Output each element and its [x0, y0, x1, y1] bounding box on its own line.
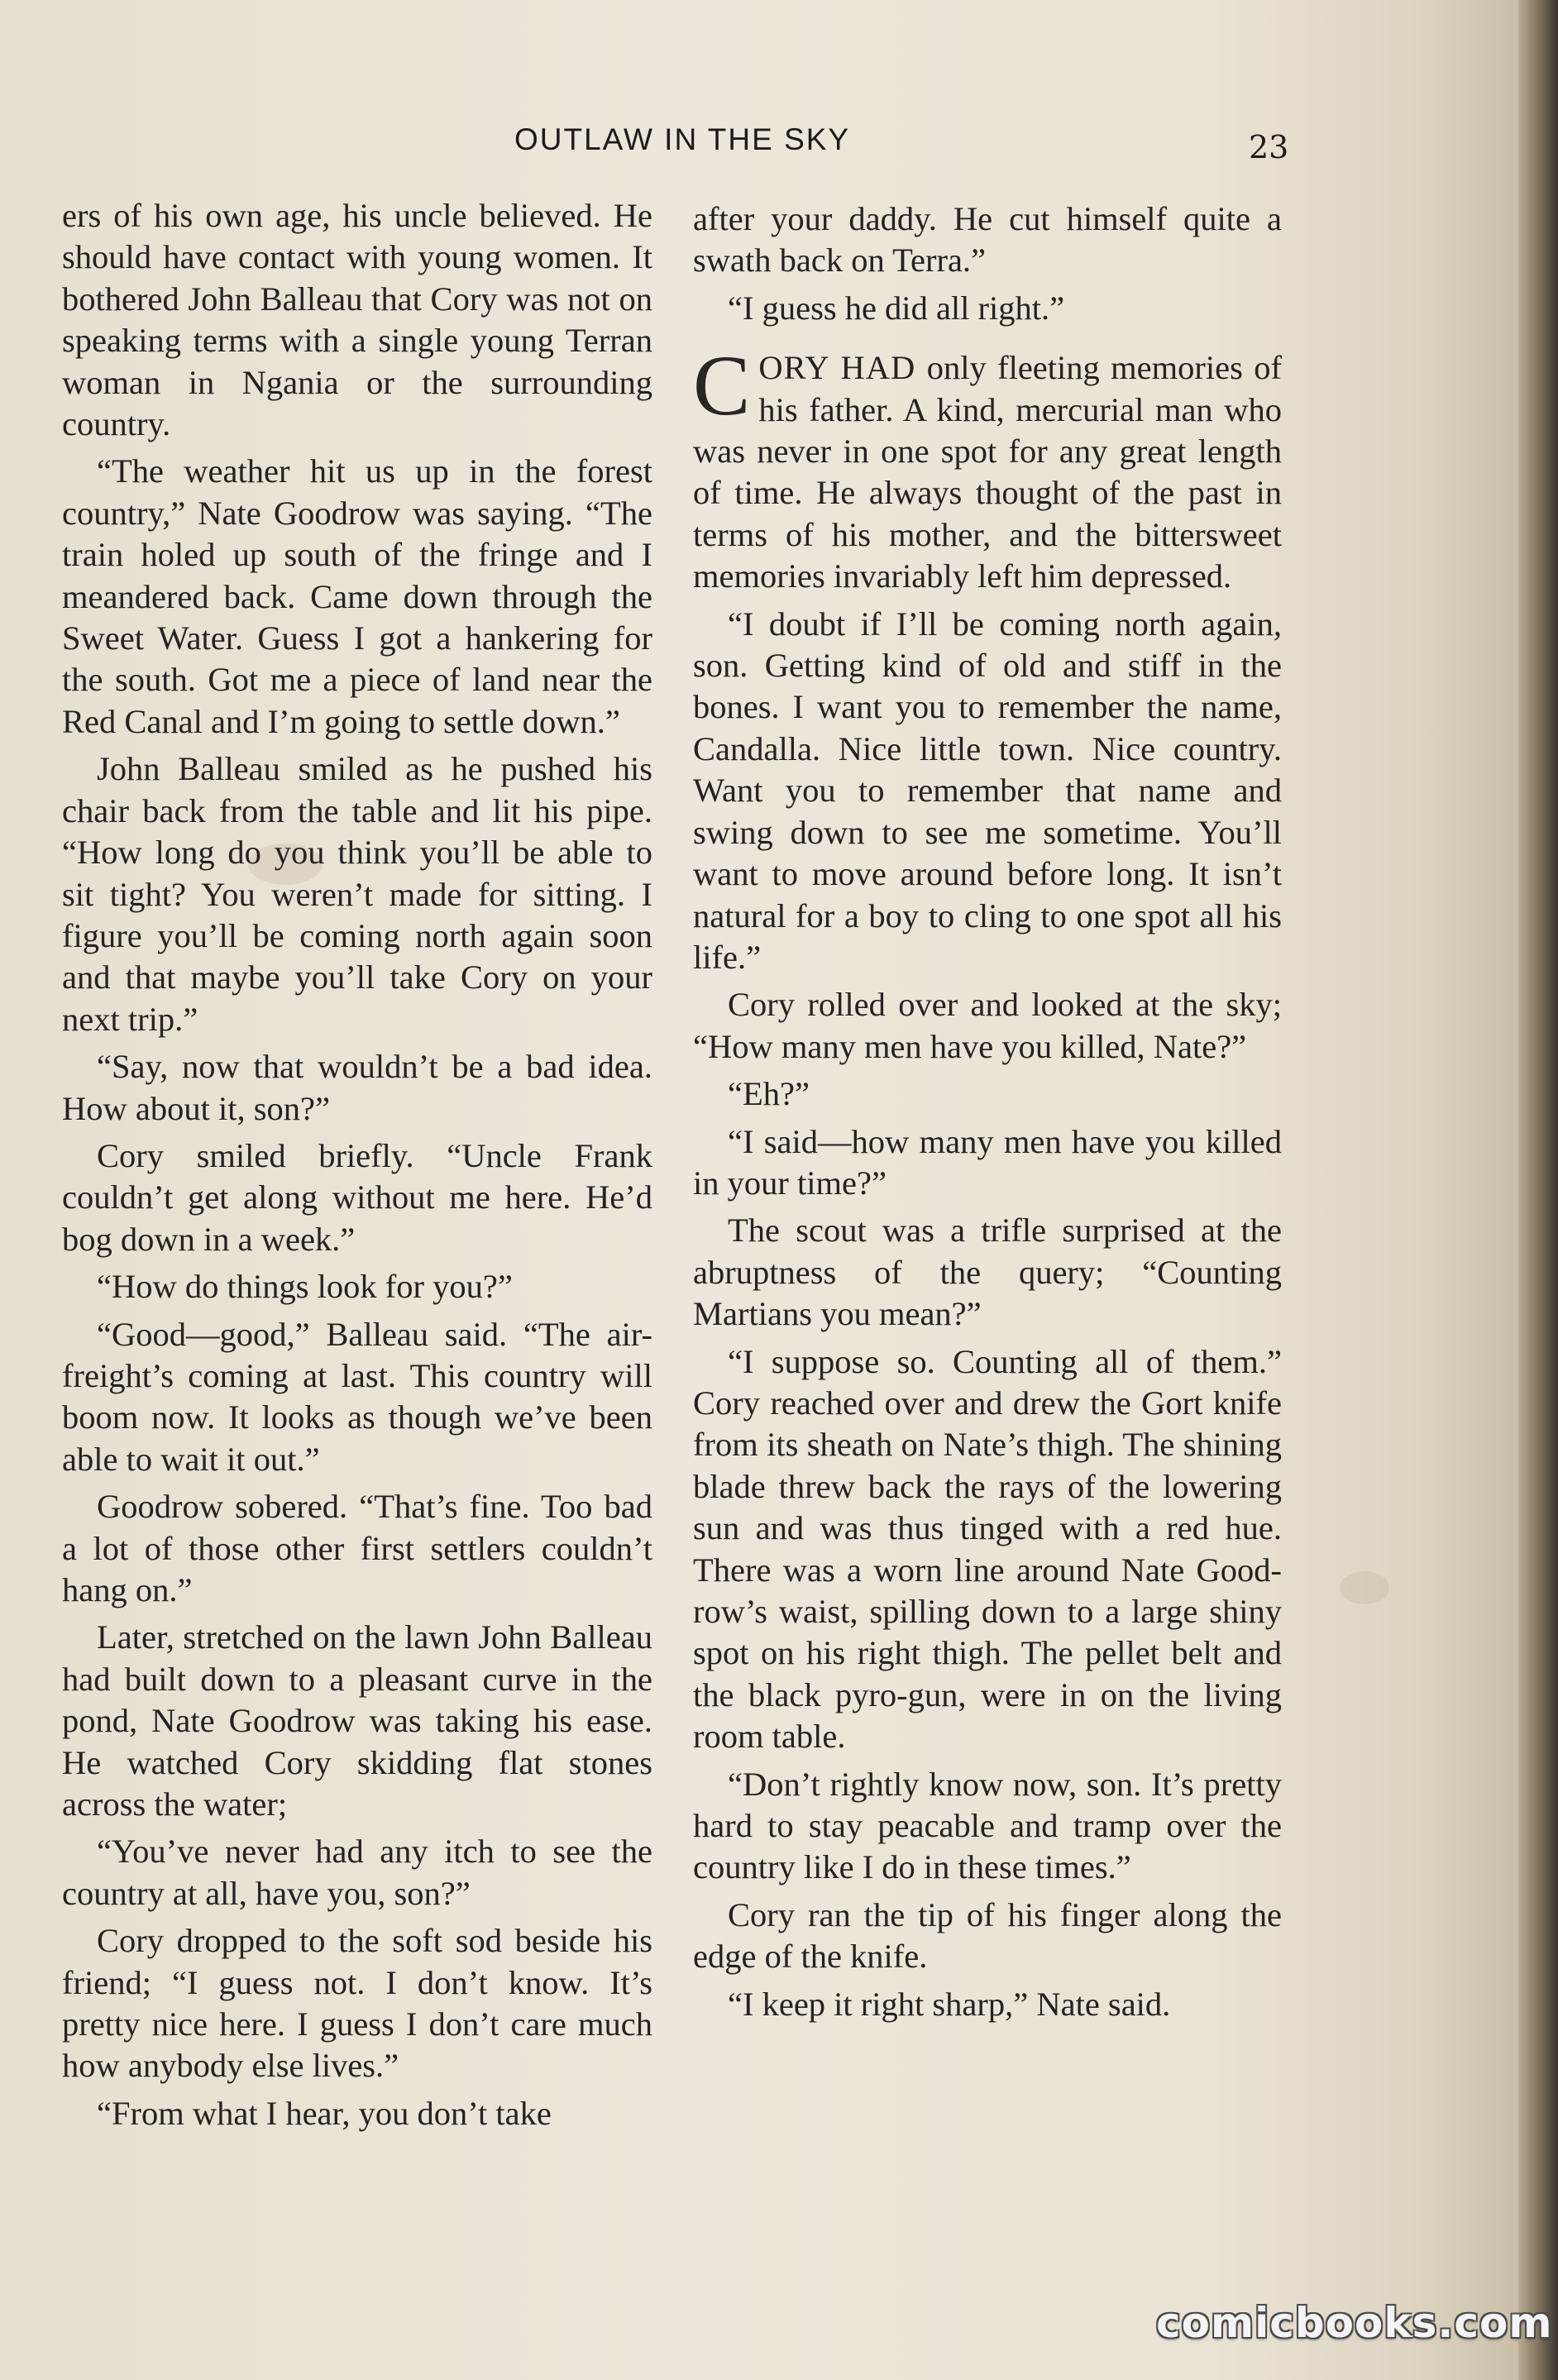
paragraph: ers of his own age, his uncle believed. He should have contact with young women. It bothered John Balleau that Cory was not on speaking terms with a single young Terran woman in Ngania or the surrounding country. [62, 197, 652, 443]
drop-cap: C [693, 338, 751, 434]
paragraph: “I guess he did all right.” [728, 289, 1065, 327]
running-header [0, 116, 1518, 165]
running-title: OUTLAW IN THE SKY [514, 122, 851, 156]
page-edge-shadow [1518, 0, 1558, 2380]
paragraph: Cory dropped to the soft sod beside his friend; “I guess not. I don’t know. It’s pretty nice here. I guess I don’t care much how anybody else lives.” [62, 1922, 652, 2085]
paragraph: Cory smiled briefly. “Uncle Frank couldn’t get along without me here. He’d bog down in a week.” [62, 1136, 652, 1258]
paragraph: “I suppose so. Counting all of them.” Cory reached over and drew the Gort knife from its sheath on Nate’s thigh. The shining blade threw back the rays of the lowering sun and was thus tinged with a red hue. There was a worn line around Nate Goodrow’s waist, spilling down to a large shiny spot on his right thigh. The pellet belt and the black pyro-gun, were in on the living room table. [693, 1342, 1282, 1756]
paragraph: “From what I hear, you don’t take [97, 2094, 552, 2132]
paragraph: Later, stretched on the lawn John Balleau had built down to a pleasant curve in the pond, Nate Goodrow was taking his ease. He watched Cory skidding flat stones across the water; [62, 1618, 652, 1823]
paragraph: “Eh?” [728, 1075, 810, 1113]
watermark: comicbooks.com [1156, 2299, 1553, 2347]
paragraph: “The weather hit us up in the forest country,” Nate Goodrow was saying. “The train holed up south of the fringe and I meandered back. Came down through the Sweet Water. Guess I got a hankering for the south. Got me a piece of land near the Red Canal and I’m going to settle down.” [62, 452, 652, 740]
paper-stain [1340, 1571, 1389, 1604]
paragraph: “How do things look for you?” [97, 1268, 513, 1306]
paragraph-text: only fleeting memories of his father. A kind, mercurial man who was never in one spot for any great length of time. He always thought of the past in terms of his mother, and the bittersweet memories invariably left him depressed. [693, 349, 1283, 595]
paragraph: “Say, now that wouldn’t be a bad idea. How about it, son?” [62, 1048, 652, 1127]
paragraph: “Good—good,” Balleau said. “The air-freight’s coming at last. This country will boom now. It looks as though we’ve been able to wait it out.” [62, 1315, 652, 1478]
paragraph: The scout was a trifle surprised at the abruptness of the query; “Counting Martians you mean?” [693, 1212, 1282, 1333]
left-column [62, 195, 652, 2140]
paragraph: “I doubt if I’ll be coming north again, son. Getting kind of old and stiff in the bones. I want you to remember the name, Candalla. Nice little town. Nice country. Want you to remember that name and swing down to see me sometime. You’ll want to move around before long. It isn’t natural for a boy to cling to one spot all his life.” [693, 605, 1282, 976]
paragraph: Cory rolled over and looked at the sky; “How many men have you killed, Nate?” [693, 986, 1282, 1065]
paragraph: Goodrow sobered. “That’s fine. Too bad a lot of those other first settlers couldn’t hang on.” [62, 1488, 652, 1608]
paragraph: “I keep it right sharp,” Nate said. [728, 1985, 1171, 2023]
section-opening-paragraph [693, 338, 1283, 597]
paragraph: after your daddy. He cut himself quite a swath back on Terra.” [693, 200, 1282, 280]
page-number: 23 [1249, 129, 1289, 165]
small-caps-lead: ORY HAD [758, 349, 916, 387]
paragraph: “You’ve never had any itch to see the country at all, have you, son?” [62, 1833, 652, 1912]
paragraph: Cory ran the tip of his finger along the edge of the knife. [693, 1895, 1282, 1976]
paragraph: “Don’t rightly know now, son. It’s pretty hard to stay peacable and tramp over the country like I do in these times.” [693, 1765, 1282, 1886]
paragraph: “I said—how many men have you killed in your time?” [693, 1122, 1282, 1202]
paragraph: John Balleau smiled as he pushed his chair back from the table and lit his pipe. “How long do you think you’ll be able to sit tight? You weren’t made for sitting. I figure you’ll be coming north again soon and that maybe you’ll take Cory on your next trip.” [62, 750, 652, 1038]
right-column [693, 198, 1282, 2031]
